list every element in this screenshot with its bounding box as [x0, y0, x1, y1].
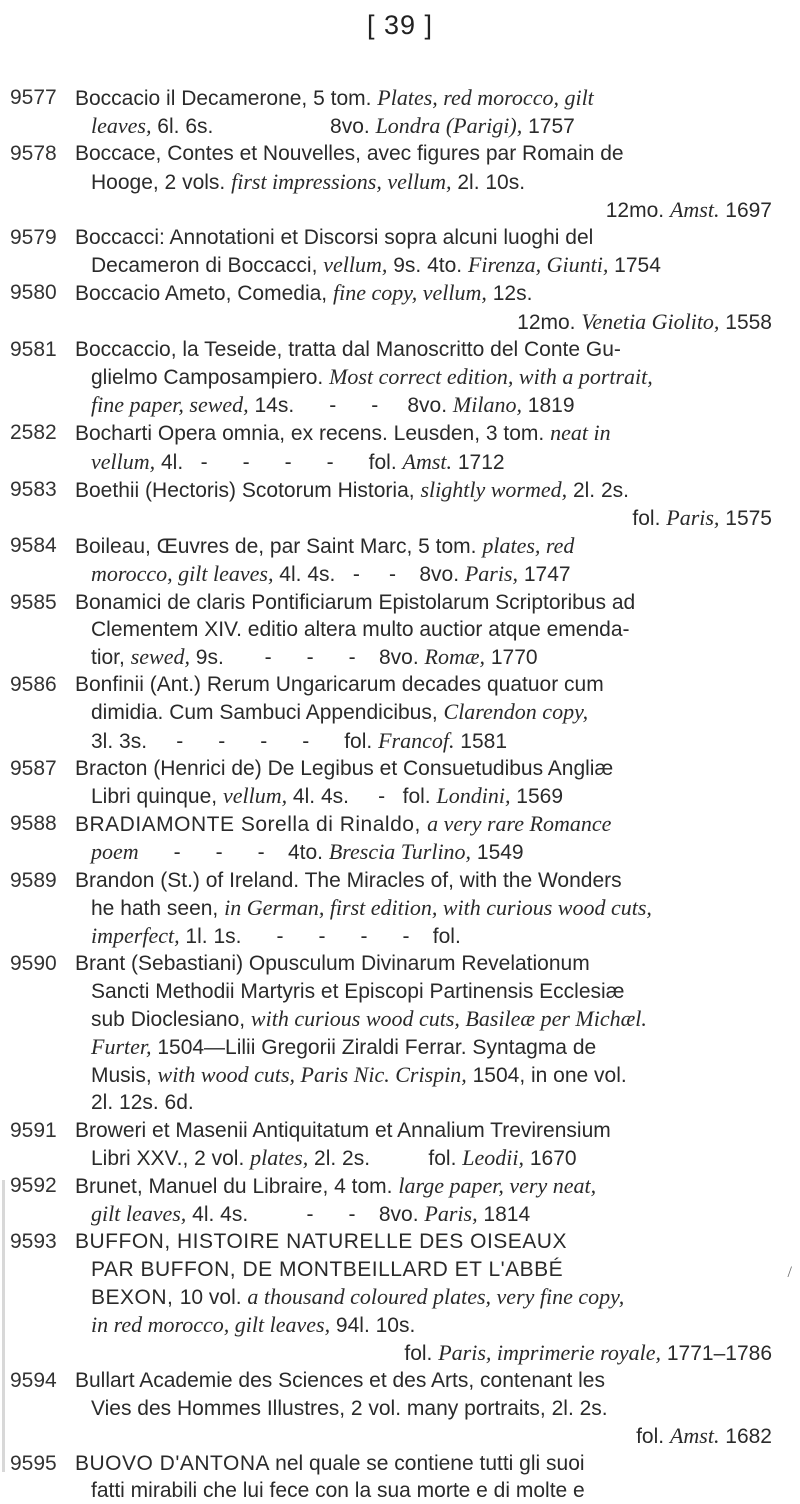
entry-text: 1581: [454, 729, 508, 753]
left-edge-shadow: [2, 1180, 5, 1472]
entry-text: fatti mirabili che lui fece con la sua morte e di molte e: [91, 1479, 585, 1503]
entry-text: Boccaccio, la Teseide, tratta dal Manoscritto del Conte Gu-: [75, 337, 621, 361]
italic-text: Furter,: [91, 1033, 152, 1059]
entry-line: [75, 391, 782, 419]
entry-text: 1575: [719, 507, 772, 531]
entry-line: [75, 782, 782, 810]
entry-line: [75, 1256, 782, 1283]
entry-line: [75, 224, 782, 251]
entry-text: 9s. 4to.: [387, 254, 468, 278]
entry-description: [75, 1117, 782, 1172]
italic-text: Amst.: [669, 1422, 720, 1448]
entry-text: Decameron di Boccacci,: [91, 254, 324, 278]
italic-text: slightly wormed,: [420, 476, 568, 502]
entry-description: [75, 1367, 782, 1450]
entry-line: [75, 279, 782, 307]
entry-description: [75, 810, 782, 866]
entry-text: PAR BUFFON, DE MONTBEILLARD ET L'ABBÉ: [91, 1257, 564, 1281]
entry-description: [75, 1228, 782, 1367]
entry-text: 1697: [719, 198, 772, 222]
entry-description: [75, 671, 782, 755]
entry-line: [75, 589, 782, 616]
entry-line: [75, 894, 782, 922]
entry-line: [75, 308, 782, 336]
entry-text: tior,: [91, 646, 131, 670]
entry-line: [75, 1200, 782, 1228]
entry-number: 9577: [10, 86, 57, 109]
entry-number: 9581: [10, 337, 57, 361]
entry-description: [75, 867, 782, 951]
entry-number: 9578: [10, 142, 57, 166]
entry-text: Boethii (Hectoris) Scotorum Historia,: [75, 478, 421, 502]
catalogue-entry: [10, 755, 782, 810]
entry-text: 1682: [719, 1424, 772, 1448]
catalogue-entry: [10, 589, 782, 672]
entry-text: Sancti Methodii Martyris et Episcopi Partinensis Ecclesiæ: [91, 979, 625, 1003]
entry-text: fol.: [636, 1424, 670, 1448]
italic-text: vellum,: [222, 783, 288, 809]
entry-number: 9591: [10, 1118, 57, 1142]
catalogue-entry: [10, 476, 782, 532]
entry-text: Bocharti Opera omnia, ex recens. Leusden, 3 tom.: [75, 422, 551, 446]
entry-number: 9580: [10, 281, 57, 305]
entry-line: [75, 1339, 782, 1367]
entry-number: 9588: [10, 812, 57, 836]
entry-text: 1770: [485, 646, 538, 670]
catalogue-entry: [10, 1450, 782, 1504]
catalogue-entry: [10, 224, 782, 279]
italic-text: a thousand coloured plates, very fine copy,: [247, 1283, 625, 1309]
entry-number: 9592: [10, 1173, 57, 1197]
entry-line: [75, 532, 782, 560]
italic-text: leaves,: [91, 113, 152, 139]
entry-text: Libri quinque,: [91, 785, 223, 809]
entry-line: [75, 1450, 782, 1477]
italic-text: large paper, very neat,: [398, 1172, 597, 1198]
entry-description: [75, 84, 782, 140]
entry-text: Boccace, Contes et Nouvelles, avec figures par Romain de: [75, 142, 624, 166]
italic-text: morocco, gilt leaves,: [91, 561, 274, 587]
entry-text: Bullart Academie des Sciences et des Arts, contenant les: [75, 1369, 605, 1393]
entry-line: [75, 671, 782, 698]
italic-text: Firenza, Giunti,: [467, 252, 609, 278]
entry-text: 9s. - - - 8vo.: [189, 646, 425, 670]
entry-number: 9594: [10, 1369, 57, 1393]
entry-line: [75, 112, 782, 140]
italic-text: Milano,: [452, 392, 522, 418]
entry-text: 1814: [477, 1203, 531, 1227]
entry-line: [75, 755, 782, 782]
entry-text: 12mo.: [605, 198, 670, 222]
entry-number: 9590: [10, 952, 57, 976]
italic-text: Paris,: [424, 1201, 478, 1227]
entry-description: [75, 755, 782, 810]
entry-line: [75, 922, 782, 950]
entry-number: 9587: [10, 756, 57, 780]
catalogue-list: [10, 84, 782, 1504]
entry-text: Clementem XIV. editio altera multo auctior atque emenda-: [91, 617, 630, 641]
catalogue-entry: [10, 867, 782, 951]
entry-text: BUOVO D'ANTONA: [75, 1451, 276, 1475]
entry-text: Broweri et Masenii Antiquitatum et Annalium Trevirensium: [75, 1118, 611, 1142]
italic-text: plates, red: [482, 533, 575, 559]
catalogue-entry: [10, 671, 782, 755]
entry-line: [75, 363, 782, 391]
entry-text: 10 vol.: [179, 1285, 248, 1309]
italic-text: imperfect,: [91, 923, 180, 949]
entry-line: [75, 336, 782, 363]
entry-line: [75, 196, 782, 224]
entry-text: nel quale se contiene tutti gli suoi: [275, 1451, 585, 1475]
catalogue-entry: [10, 279, 782, 335]
italic-text: Venetia Giolito,: [581, 308, 720, 334]
italic-text: Leodii,: [462, 1144, 524, 1170]
entry-text: BRADIAMONTE Sorella di Rinaldo,: [75, 813, 428, 837]
catalogue-entry: [10, 336, 782, 420]
entry-text: Bracton (Henrici de) De Legibus et Consuetudibus Angliæ: [75, 756, 614, 780]
entry-description: [75, 336, 782, 420]
italic-text: sewed,: [130, 644, 190, 670]
italic-text: Clarendon copy,: [443, 699, 589, 725]
catalogue-entry: [10, 532, 782, 588]
entry-text: Brant (Sebastiani) Opusculum Divinarum Revelationum: [75, 952, 590, 976]
catalogue-entry: [10, 810, 782, 866]
entry-text: Boileau, Œuvres de, par Saint Marc, 5 tom.: [75, 535, 483, 559]
entry-text: BEXON,: [91, 1285, 180, 1309]
entry-number: 9589: [10, 868, 57, 892]
entry-description: [75, 224, 782, 279]
entry-line: [75, 810, 782, 838]
entry-description: [75, 1172, 782, 1228]
entry-line: [75, 1283, 782, 1311]
entry-text: Musis,: [91, 1064, 158, 1088]
italic-text: fine paper, sewed,: [91, 392, 249, 418]
entry-text: 2l. 2s.: [567, 478, 629, 502]
italic-text: with curious wood cuts, Basileæ per Michæl.: [250, 1005, 647, 1031]
entry-line: [75, 504, 782, 532]
catalogue-entry: [10, 419, 782, 475]
entry-text: 2l. 10s.: [451, 170, 526, 194]
entry-text: sub Dioclesiano,: [91, 1007, 251, 1031]
entry-text: BUFFON, HISTOIRE NATURELLE DES OISEAUX: [75, 1230, 567, 1254]
catalogue-entry: [10, 1367, 782, 1450]
entry-text: 1670: [524, 1146, 577, 1170]
entry-line: [75, 727, 782, 755]
entry-text: 1754: [608, 254, 661, 278]
entry-line: [75, 1367, 782, 1394]
entry-line: [75, 1172, 782, 1200]
entry-text: 1569: [510, 785, 564, 809]
entry-description: [75, 476, 782, 532]
entry-description: [75, 1450, 782, 1504]
entry-line: [75, 978, 782, 1005]
entry-text: Hooge, 2 vols.: [91, 170, 232, 194]
entry-line: [75, 476, 782, 504]
catalogue-entry: [10, 1172, 782, 1228]
entry-line: [75, 950, 782, 977]
entry-number: 9585: [10, 590, 57, 614]
italic-text: neat in: [550, 420, 611, 446]
entry-text: 3l. 3s. - - - - fol.: [91, 729, 379, 753]
entry-line: [75, 616, 782, 643]
catalogue-entry: [10, 84, 782, 140]
entry-line: [75, 1311, 782, 1339]
entry-text: Vies des Hommes Illustres, 2 vol. many portraits, 2l. 2s.: [91, 1396, 608, 1420]
entry-text: Libri XXV., 2 vol.: [91, 1146, 251, 1170]
entry-text: 1712: [452, 450, 505, 474]
italic-text: Paris, imprimerie royale,: [438, 1340, 662, 1366]
entry-description: [75, 950, 782, 1116]
italic-text: a very rare Romance: [427, 811, 612, 837]
entry-description: [75, 589, 782, 672]
entry-text: 12s.: [486, 282, 533, 306]
italic-text: Amst.: [402, 448, 453, 474]
italic-text: Paris,: [464, 561, 519, 587]
entry-number: 9593: [10, 1230, 57, 1254]
italic-text: poem: [91, 839, 139, 865]
entry-text: - - - 4to.: [138, 841, 329, 865]
entry-line: [75, 1089, 782, 1116]
italic-text: plates,: [250, 1144, 309, 1170]
entry-line: [75, 1422, 782, 1450]
entry-text: 14s. - - 8vo.: [248, 394, 453, 418]
entry-number: 9583: [10, 477, 57, 501]
italic-text: Brescia Turlino,: [328, 839, 472, 865]
entry-text: Brunet, Manuel du Libraire, 4 tom.: [75, 1174, 399, 1198]
entry-text: Brandon (St.) of Ireland. The Miracles of, with the Wonders: [75, 868, 622, 892]
entry-description: [75, 279, 782, 335]
catalogue-entry: [10, 140, 782, 224]
entry-line: [75, 168, 782, 196]
italic-text: in German, first edition, with curious wood cuts,: [224, 894, 652, 920]
entry-text: Boccacio il Decamerone, 5 tom.: [75, 87, 378, 110]
entry-text: Bonfinii (Ant.) Rerum Ungaricarum decades quatuor cum: [75, 673, 604, 697]
entry-text: fol.: [404, 1342, 439, 1366]
entry-text: dimidia. Cum Sambuci Appendicibus,: [91, 701, 444, 725]
entry-text: 1757: [522, 115, 575, 139]
entry-line: [75, 698, 782, 726]
italic-text: first impressions, vellum,: [231, 168, 452, 194]
entry-text: 1771–1786: [661, 1342, 772, 1366]
entry-line: [75, 643, 782, 671]
entry-line: [75, 84, 782, 112]
entry-text: Boccacci: Annotationi et Discorsi sopra alcuni luoghi del: [75, 226, 594, 250]
entry-line: [75, 1117, 782, 1144]
italic-text: vellum,: [91, 448, 156, 474]
entry-line: [75, 1005, 782, 1033]
italic-text: Plates, red morocco, gilt: [377, 85, 594, 110]
catalogue-entry: [10, 950, 782, 1116]
entry-line: [75, 1061, 782, 1089]
entry-line: [75, 560, 782, 588]
page-number: [ 39 ]: [366, 10, 434, 40]
italic-text: Francof.: [378, 727, 455, 753]
entry-number: 9595: [10, 1451, 57, 1475]
entry-description: [75, 419, 782, 475]
entry-text: 4l. 4s. - - 8vo.: [273, 563, 465, 587]
entry-text: 1747: [518, 563, 571, 587]
entry-text: 4l. 4s. - - 8vo.: [186, 1203, 425, 1227]
entry-number: 9586: [10, 673, 57, 697]
italic-text: Londini,: [436, 783, 511, 809]
italic-text: Romæ,: [424, 644, 486, 670]
entry-line: [75, 448, 782, 476]
entry-text: 1504—Lilii Gregorii Ziraldi Ferrar. Syntagma de: [151, 1035, 597, 1059]
entry-line: [75, 1395, 782, 1422]
entry-text: 1558: [719, 310, 772, 334]
italic-text: Paris,: [666, 505, 720, 531]
entry-description: [75, 532, 782, 588]
entry-text: 1549: [471, 841, 524, 865]
entry-number: 9584: [10, 534, 57, 558]
italic-text: Amst.: [669, 196, 720, 222]
entry-text: he hath seen,: [91, 896, 225, 920]
italic-text: vellum,: [323, 252, 388, 278]
entry-text: 4l. 4s. - fol.: [287, 785, 437, 809]
entry-line: [75, 838, 782, 866]
entry-text: Bonamici de claris Pontificiarum Epistolarum Scriptoribus ad: [75, 590, 636, 614]
entry-text: 1504, in one vol.: [466, 1064, 627, 1088]
italic-text: with wood cuts, Paris Nic. Crispin,: [157, 1062, 467, 1088]
italic-text: Most correct edition, with a portrait,: [329, 364, 653, 390]
entry-line: [75, 1477, 782, 1504]
entry-number: 2582: [10, 421, 57, 445]
entry-line: [75, 1033, 782, 1061]
entry-text: 12mo.: [517, 310, 582, 334]
entry-number: 9579: [10, 226, 57, 250]
entry-text: 1l. 1s. - - - - fol.: [179, 925, 461, 949]
entry-text: 94l. 10s.: [330, 1313, 416, 1337]
entry-line: [75, 1144, 782, 1172]
entry-description: [75, 140, 782, 224]
margin-pencil-mark: /: [787, 1264, 792, 1281]
entry-text: 2l. 12s. 6d.: [91, 1091, 194, 1115]
entry-text: 4l. - - - - fol.: [155, 450, 403, 474]
catalogue-entry: [10, 1117, 782, 1172]
catalogue-entry: [10, 1228, 782, 1367]
entry-text: fol.: [632, 507, 667, 531]
entry-line: [75, 251, 782, 279]
entry-text: Boccacio Ameto, Comedia,: [75, 282, 333, 306]
italic-text: in red morocco, gilt leaves,: [91, 1311, 331, 1337]
entry-line: [75, 419, 782, 447]
entry-text: 6l. 6s. 8vo.: [151, 115, 376, 139]
italic-text: gilt leaves,: [91, 1201, 187, 1227]
entry-line: [75, 1228, 782, 1255]
entry-text: 2l. 2s. fol.: [308, 1146, 463, 1170]
entry-line: [75, 140, 782, 167]
entry-line: [75, 867, 782, 894]
italic-text: fine copy, vellum,: [332, 280, 487, 306]
italic-text: Londra (Parigi),: [375, 113, 523, 139]
entry-text: glielmo Camposampiero.: [91, 366, 330, 390]
entry-text: 1819: [521, 394, 575, 418]
